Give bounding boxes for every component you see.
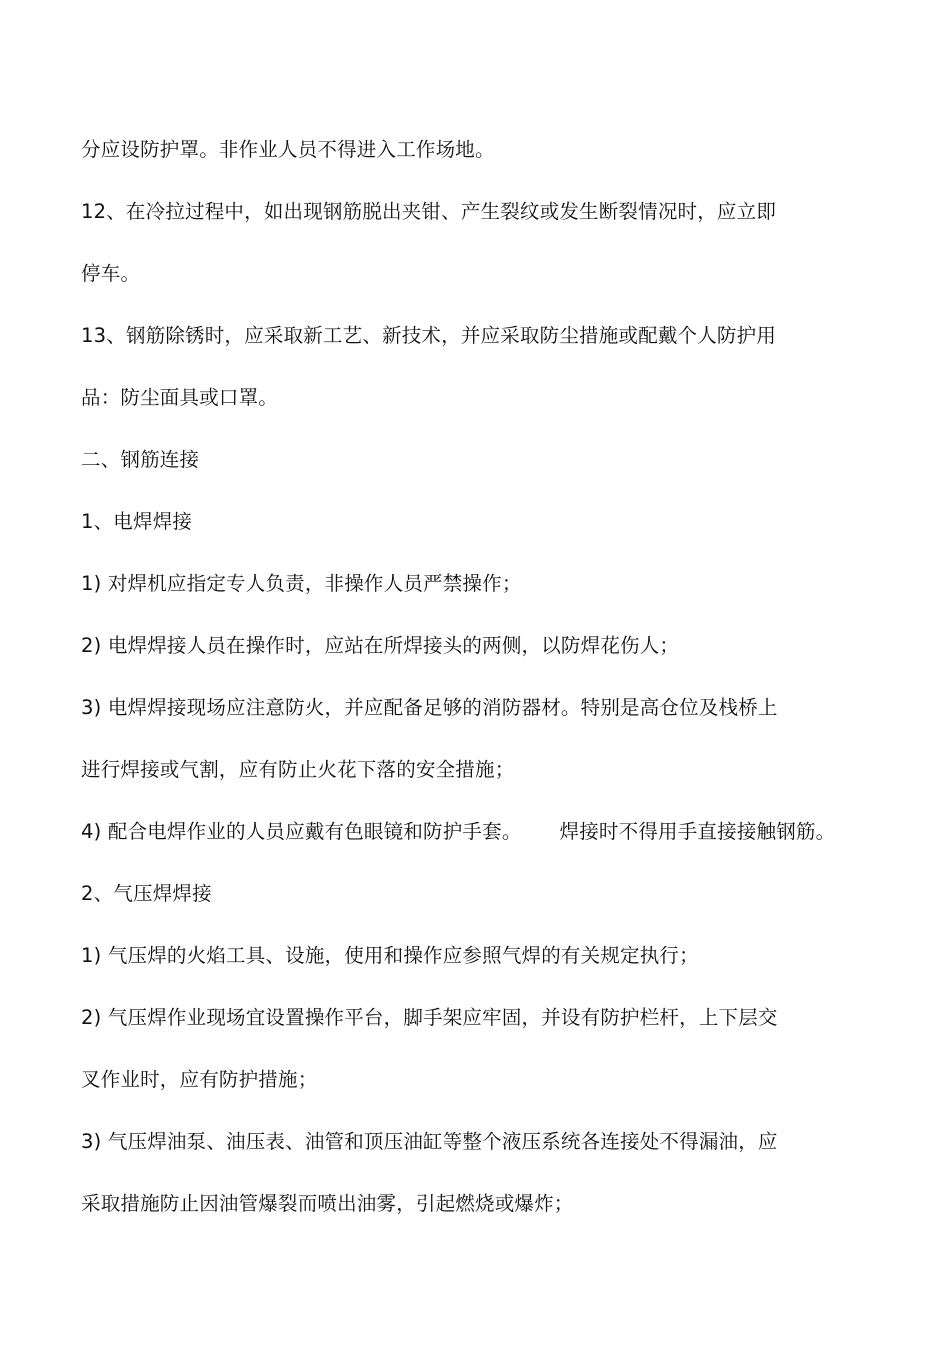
text-line: 停车。	[81, 262, 141, 285]
text-line: 13、钢筋除锈时，应采取新工艺、新技术，并应采取防尘措施或配戴个人防护用	[81, 324, 777, 347]
text-line: 1) 气压焊的火焰工具、设施，使用和操作应参照气焊的有关规定执行；	[81, 944, 699, 967]
text-line: 分应设防护罩。非作业人员不得进入工作场地。	[81, 138, 495, 161]
section-heading: 二、钢筋连接	[81, 448, 200, 471]
text-segment: 4) 配合电焊作业的人员应戴有色眼镜和防护手套。	[81, 820, 522, 843]
text-segment: 焊接时不得用手直接接触钢筋。	[559, 820, 836, 843]
text-line: 进行焊接或气割，应有防止火花下落的安全措施；	[81, 758, 515, 781]
text-line: 品：防尘面具或口罩。	[81, 386, 279, 409]
subsection-heading: 1、电焊焊接	[81, 510, 193, 533]
text-line: 3) 电焊焊接现场应注意防火，并应配备足够的消防器材。特别是高仓位及栈桥上	[81, 696, 778, 719]
text-line: 12、在冷拉过程中，如出现钢筋脱出夹钳、产生裂纹或发生断裂情况时，应立即	[81, 200, 777, 223]
text-line: 采取措施防止因油管爆裂而喷出油雾，引起燃烧或爆炸；	[81, 1192, 574, 1215]
text-line: 2) 电焊焊接人员在操作时，应站在所焊接头的两侧，以防焊花伤人；	[81, 634, 680, 657]
text-line: 1) 对焊机应指定专人负责，非操作人员严禁操作；	[81, 572, 522, 595]
text-line: 叉作业时，应有防护措施；	[81, 1068, 318, 1091]
text-line-split	[81, 818, 881, 846]
text-line: 2) 气压焊作业现场宜设置操作平台，脚手架应牢固，并设有防护栏杆，上下层交	[81, 1006, 778, 1029]
text-line: 3) 气压焊油泵、油压表、油管和顶压油缸等整个液压系统各连接处不得漏油，应	[81, 1130, 778, 1153]
subsection-heading: 2、气压焊焊接	[81, 882, 212, 905]
